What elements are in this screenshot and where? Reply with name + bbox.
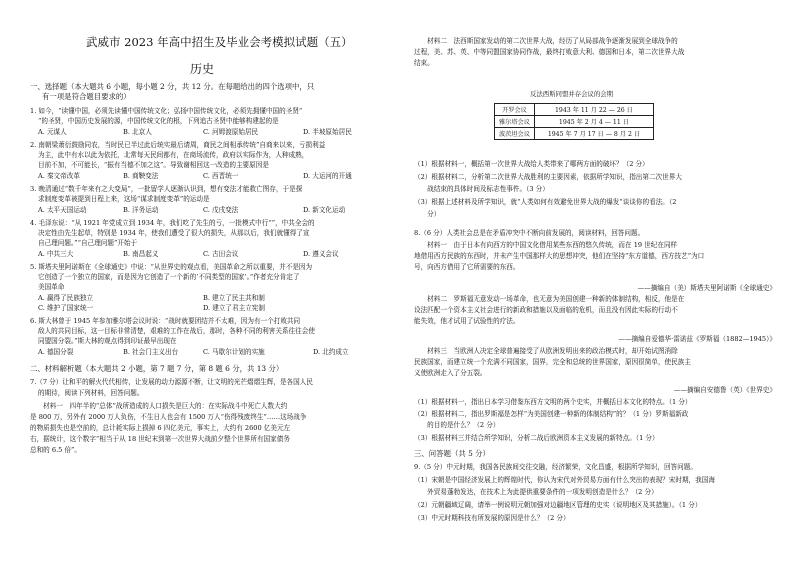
table-cell: 开罗会议 bbox=[495, 104, 535, 116]
q8-material-2-line-1: 材料二 罗斯福无意发动一场革命，也无意为美国创建一种新的体制结构，相反，他是在 bbox=[414, 295, 685, 303]
q3-option-d[interactable]: D. 新文化运动 bbox=[303, 206, 346, 214]
q7-material-2-line-3: 结束。 bbox=[414, 59, 434, 67]
q5-option-d[interactable]: D. 建立了君主立宪制 bbox=[203, 304, 265, 312]
q1-line-1: 1. 如今，“读懂中国，必须先读懂中国传统文化；弘扬中国传统文化，必须先拥懂中国的圣贤“ bbox=[30, 107, 303, 115]
q7-material-1-line-3: 的物质损失也是空前的，总计耗实际上损掉 6 四亿美元，事实上，大约有 2600 亿美元左 bbox=[30, 424, 291, 432]
q6-option-c[interactable]: C. 马歇尔计划的实施 bbox=[203, 348, 265, 356]
q5-options-row-2 bbox=[38, 304, 265, 312]
q1-option-b[interactable]: B. 北京人 bbox=[123, 128, 152, 136]
q7-material-2-line-2: 过程，美、苏、英、中等同盟国家协同作战，最终打败意大利、德国和日本，第二次世界大战 bbox=[414, 48, 685, 56]
q2-option-a[interactable]: A. 秦文帝改革 bbox=[38, 172, 80, 180]
q8-material-1-line-2: 地借用西方民族的东西时，并未产生中国那样大的思想冲突，他们在坚持“东方道德，西方技艺”为口 bbox=[414, 252, 705, 260]
q5-option-b[interactable]: B. 建立了民主共和制 bbox=[203, 294, 265, 302]
q8-sub-3: （3）根据材料三并结合所学知识，分析二战后欧洲资本主义发展的新特点。（1 分） bbox=[414, 434, 659, 442]
q5-line-2: 它创造了一个独立的国家，而是因为它创造了一个新的‘不同类型的国家’。”作者充分肯定了 bbox=[38, 273, 300, 281]
q7-material-1-line-1: 材料一 四年半的“总体”战所造成的人口损失是巨大的：在实际战斗中死亡人数大约 bbox=[30, 402, 288, 410]
q7-line-1: 7.（7 分）让和平的解火代代相传，让发展的动力源源不断，让文明的光芒熠熠生辉，是各国人民 bbox=[30, 378, 313, 386]
table-row bbox=[495, 116, 654, 128]
section-3-heading: 三、问答题（共 5 分） bbox=[414, 449, 490, 458]
q7-material-1-line-4: 右，据统计，这个数字“相当于从 18 世纪末到第一次世界大战前夕整个世界所有国家债务 bbox=[30, 435, 290, 443]
section-2-heading: 二、材料解析题（本大题共 2 小题，第 7 题 7 分，第 8 题 6 分，共 13 分） bbox=[30, 364, 284, 373]
q3-line-1: 3. 晚清通过“数千年来有之大变局”，一批留学人逐渐认识到，想有变法才能救亡图存，于是探 bbox=[30, 185, 303, 193]
q9-sub-2: （2）元朝疆域辽阔，请举一例说明元朝加强对边疆地区管理的史实（说明地区及其措施）。（1 分） bbox=[414, 501, 702, 509]
q8-source-2: ——摘编自爱德华·雷诺兹《罗斯福（1882—1945）》 bbox=[618, 335, 776, 343]
q1-option-d[interactable]: D. 半坡原始居民 bbox=[303, 128, 352, 136]
q2-option-b[interactable]: B. 商鞅变法 bbox=[123, 172, 159, 180]
q7-sub-3: （3）根据上述材料及所学知识，就“人类如何有效避免世界大战的爆发”谈谈你的看法。（2 bbox=[414, 198, 677, 206]
q1-line-2: “的圣贤，中国历史发展的源，中国传统文化的根，下列追古圣贤中能够构建起的是 bbox=[38, 117, 279, 125]
q8-material-3-line-3: 义使欧洲走入了分五裂。 bbox=[414, 369, 487, 377]
q3-option-c[interactable]: C. 戊戌变法 bbox=[203, 206, 239, 214]
right-column bbox=[414, 0, 776, 561]
q6-option-d[interactable]: D. 北约成立 bbox=[313, 348, 349, 356]
q2-line-2: 为主，此中有水以此为依托，北常每天民间都有，在商场流传，政府以实际作为，人种成熟， bbox=[38, 151, 309, 159]
q8-material-2-line-2: 设法匹配一个资本主义社会进行的新政和措施以及面临的危机，而且没有因此实际的行动不 bbox=[414, 306, 678, 314]
q4-option-d[interactable]: D. 遵义会议 bbox=[303, 250, 339, 258]
q3-options bbox=[38, 206, 345, 214]
q7-material-1-line-2: 是 800 万，另外有 2000 万人负伤，不生日人也会有 1500 万人“伤得残废终生”……这场战争 bbox=[30, 413, 307, 421]
table-cell: 雅尔塔会议 bbox=[495, 116, 535, 128]
q7-sub-3-cont: 分） bbox=[414, 210, 441, 218]
q7-sub-2: （2）根据材料二，分析第二次世界大战胜利的主要因素，依据所学知识，指出第二次世界大 bbox=[414, 173, 682, 181]
q8-line-1: 8.（6 分）人类社会总是在矛盾冲突中不断向前发展的，阅读材料，回答问题。 bbox=[414, 229, 645, 237]
q8-material-3-line-2: 民族国家，而建立统一个充满不同国家，国界，完全和总统的世界国家，原因很简单，使民族主 bbox=[414, 358, 691, 366]
q1-option-c[interactable]: C. 河姆渡原始居民 bbox=[203, 128, 259, 136]
subject-title: 历史 bbox=[190, 62, 215, 76]
q4-line-1: 4. 毛泽东说：“从 1921 年党成立到 1934 年，我们吃了先生的亏，一批模式中行“”，中共全会的 bbox=[30, 219, 315, 227]
table-cell: 1945 年 7 月 17 日 — 8 月 2 日 bbox=[534, 128, 653, 140]
q9-line-1: 9.（5 分）中元时期，我国各民族间交往交融，经济繁荣，文化昌盛，根据所学知识，回答问题。 bbox=[414, 463, 697, 471]
q2-option-c[interactable]: C. 西晋统一 bbox=[203, 172, 239, 180]
q4-line-3: 自己理问题。”“自己理问题”开始于 bbox=[38, 239, 138, 247]
q8-material-1-line-3: 号，向西方借用了它所需要的东西。 bbox=[414, 263, 520, 271]
q8-sub-2: （2）根据材料二，指出罗斯福是怎样“为美国创建一种新的体制结构”的？（1 分）罗斯福新政 bbox=[414, 410, 689, 418]
exam-title: 武威市 2023 年高中招生及毕业会考模拟试题（五） bbox=[86, 35, 353, 49]
q7-material-1-line-5: 总和的 6.5 倍”。 bbox=[30, 446, 82, 454]
section-1-heading-cont: 有一项是符合题目要求的） bbox=[42, 92, 131, 101]
q8-material-2-line-3: 能失效，他才试用了试验性的疗法。 bbox=[414, 317, 520, 325]
q5-option-c[interactable]: C. 维护了国家统一 bbox=[38, 304, 94, 312]
q3-option-a[interactable]: A. 太平天国运动 bbox=[38, 206, 87, 214]
q6-line-1: 6. 斯大林曾于 1945 年参加雅尔塔会议时说：“战时就要团结并不太难，因为有一个打败共同 bbox=[30, 317, 301, 325]
q8-material-3-line-1: 材料三 当欧洲人决定全球普遍接受了从欧洲发明出来的政治模式时，却开始试图消除 bbox=[414, 347, 678, 355]
q7-sub-2-cont: 战结束的具体时间及标志性事件。（3 分） bbox=[414, 185, 549, 193]
q8-source-1: ——摘编自（美）斯塔夫里阿诺斯《全球通史》 bbox=[637, 284, 776, 292]
q8-sub-2-cont: 的目的是什么？（2 分） bbox=[414, 421, 500, 429]
q7-material-2-line-1: 材料二 法西斯国家发动的第二次世界大战，经历了从局部战争逐渐发展到全球战争的 bbox=[414, 37, 678, 45]
q8-source-3: ——摘编自安德鲁（英）《世界史》 bbox=[673, 386, 776, 394]
q7-sub-1: （1）根据材料一，概括第一次世界大战给人类带来了哪两方面的破坏？（2 分） bbox=[414, 160, 649, 168]
conference-table bbox=[494, 103, 654, 140]
q5-line-1: 5. 斯塔夫里阿诺斯在《全球通史》中说：“从世界史的观点看，美国革命之所以重要，并不是因为 bbox=[30, 263, 313, 271]
q8-sub-1: （1）根据材料一，指出日本学习借鉴东西方文明的两个史实，并概括日本文化的特点。（1 分） bbox=[414, 398, 692, 406]
q4-option-c[interactable]: C. 古田会议 bbox=[203, 250, 239, 258]
table-cell: 1943 年 11 月 22 — 26 日 bbox=[534, 104, 653, 116]
q7-line-2: 的期待，阅读下列材料，回答问题。 bbox=[38, 389, 144, 397]
conference-table-caption: 反法西斯同盟并存会议的会期 bbox=[530, 90, 614, 98]
table-cell: 波茨坦会议 bbox=[495, 128, 535, 140]
q1-options bbox=[38, 128, 352, 136]
table-row bbox=[495, 128, 654, 140]
table-row bbox=[495, 104, 654, 116]
q9-sub-1-cont: 外贸易蓬勃发达，在技术上为此提供重要条件的一项发明创造是什么？（2 分） bbox=[414, 488, 658, 496]
q6-option-b[interactable]: B. 社会门主义出台 bbox=[123, 348, 179, 356]
q4-option-b[interactable]: B. 南昌起义 bbox=[123, 250, 159, 258]
q5-line-3: 美国革命 bbox=[38, 283, 65, 291]
q2-line-1: 2. 南朝梁萧衍鼓励同农，当时民已半过此后统实最后请周，商民之间相承传统”自商来以来，亏损利益 bbox=[30, 141, 326, 149]
q1-option-a[interactable]: A. 元谋人 bbox=[38, 128, 67, 136]
q6-line-3: 同盟国分裂。”斯大林的观点得到印证最早出现在 bbox=[38, 337, 177, 345]
q2-option-d[interactable]: D. 大运河的开通 bbox=[303, 172, 352, 180]
q8-material-1-line-1: 材料一 由于日本有向西方的中国文化借用某些东西的悠久传统，而在 19 世纪在同样 bbox=[414, 241, 678, 249]
q4-line-2: 决定性由先生起草，特别是 1934 年，使我们遭受了很大的损失，从那以后，我们就懂得了宣 bbox=[38, 229, 310, 237]
q6-line-2: 敌人的共同目标，这一目标非常清楚，艰难的工作在战后，那时，各种不同的利害关系往往会使 bbox=[38, 327, 315, 335]
q6-option-a[interactable]: A. 德国分裂 bbox=[38, 348, 74, 356]
q3-line-2: 求制度变革被提到日程上来，这场“谋求制度变革”的运动是 bbox=[38, 195, 210, 203]
table-cell: 1945 年 2 月 4 — 11 日 bbox=[534, 116, 653, 128]
q9-sub-3: （3）中元时期科技有所发展的原因是什么？（2 分） bbox=[414, 514, 570, 522]
section-1-heading: 一、选择题（本大题共 6 小题，每小题 2 分，共 12 分。在每题给出的四个选项中，只 bbox=[30, 82, 315, 91]
q5-options-row-1 bbox=[38, 294, 265, 302]
q4-options bbox=[38, 250, 339, 258]
q9-sub-1: （1）宋朝是中国经济发展上的辉煌时代，你认为宋代对外贸易方面有什么突出的表现？宋时期，我国海 bbox=[414, 476, 715, 484]
q2-options bbox=[38, 172, 352, 180]
q5-option-a[interactable]: A. 赢得了民族独立 bbox=[38, 294, 94, 302]
q6-options bbox=[38, 348, 349, 356]
q3-option-b[interactable]: B. 洋务运动 bbox=[123, 206, 159, 214]
left-column bbox=[30, 0, 388, 561]
q2-line-3: 目前不加，不可能长，“振有当德不加之这”。导致谢相回这一改造的主要原因是 bbox=[38, 161, 269, 169]
q4-option-a[interactable]: A. 中共三大 bbox=[38, 250, 74, 258]
